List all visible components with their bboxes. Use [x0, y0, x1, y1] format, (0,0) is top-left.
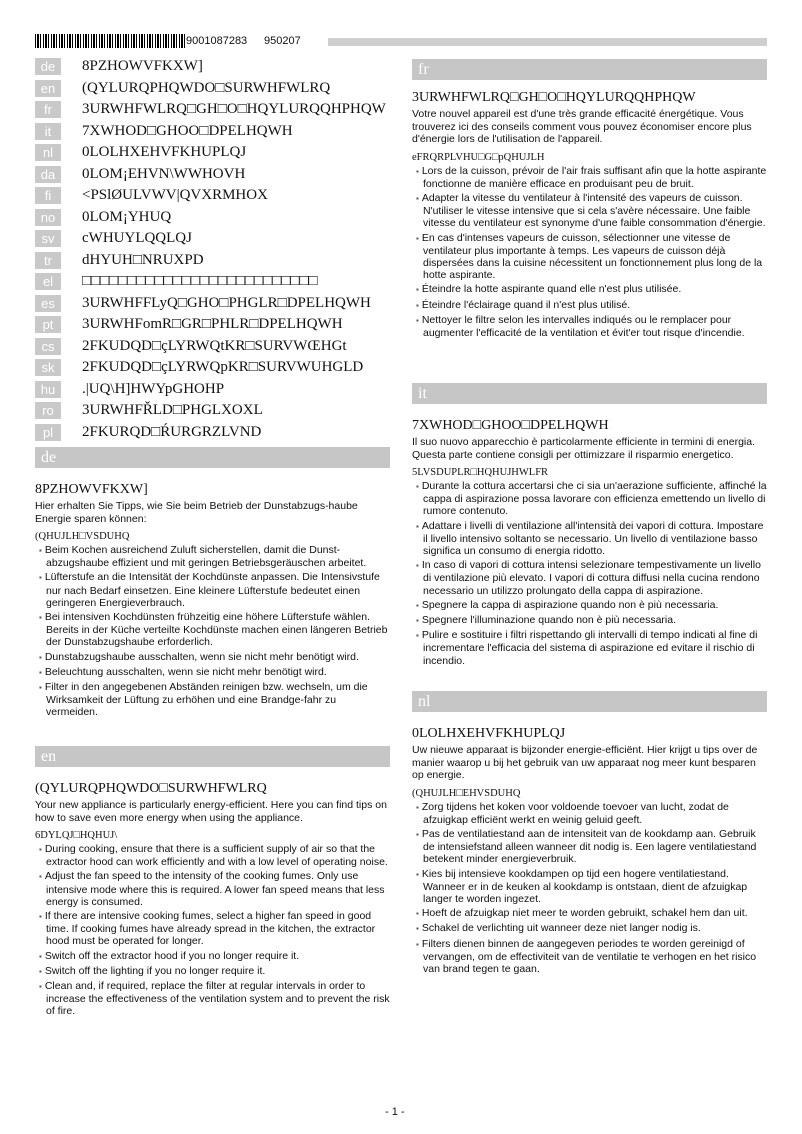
language-index-item[interactable]: [35, 164, 435, 186]
section-intro: Votre nouvel appareil est d'une très grande efficacité énergétique. Vous trouverez ici des conseils comment vous pouvez économiser encore plus d'énergie lors de l'utilisation de l'appareil.: [412, 108, 752, 145]
section-bar-de: de: [35, 447, 390, 468]
tips-list: [35, 544, 390, 719]
tip-item: ▪ Switch off the lighting if you no longer require it.: [35, 965, 390, 978]
language-index-item[interactable]: [35, 121, 435, 143]
tip-item: ▪ Clean and, if required, replace the filter at regular intervals in order to increase the effectiveness of the ventilation system and to prevent the risk of fire.: [35, 980, 390, 1018]
language-index-item[interactable]: [35, 357, 435, 379]
language-index-item[interactable]: [35, 336, 435, 358]
tips-list: [412, 480, 767, 667]
language-badge: da: [35, 166, 61, 183]
section-intro: Your new appliance is particularly energy-efficient. Here you can find tips on how to save even more energy when using the appliance.: [35, 799, 387, 824]
language-index-item[interactable]: [35, 271, 435, 293]
language-title: .|UQ\H]HWYpGHOHP: [82, 380, 225, 397]
language-index-item[interactable]: [35, 400, 435, 422]
barcode-number: 9001087283: [186, 35, 248, 47]
language-badge: sv: [35, 230, 61, 247]
tip-item: ▪ Éteindre la hotte aspirante quand elle n'est plus utilisée.: [412, 283, 767, 296]
language-index-item[interactable]: [35, 379, 435, 401]
section-intro: Uw nieuwe apparaat is bijzonder energie-efficiënt. Hier krijgt u tips over de manier waarop u bij het gebruik van uw apparaat nog meer kunt besparen op energie.: [412, 744, 758, 781]
language-title: 7XWHOD□GHOO□DPELHQWH: [82, 122, 293, 139]
section-subheading: 6DYLQJ□HQHUJ\: [35, 830, 118, 841]
language-title: dHYUH□NRUXPD: [82, 251, 204, 268]
language-badge: pl: [35, 424, 61, 441]
page-number: - 1 -: [385, 1106, 405, 1118]
language-index: [35, 56, 435, 443]
language-badge: it: [35, 123, 61, 140]
language-badge: tr: [35, 252, 61, 269]
tips-list: [35, 843, 390, 1018]
language-index-item[interactable]: [35, 185, 435, 207]
language-index-item[interactable]: [35, 422, 435, 444]
tip-item: ▪ Bei intensiven Kochdünsten frühzeitig eine höhere Lüfterstufe wählen. Bereits in der Küche verteilte Kochdünste machen einen längeren Betrieb der Dunstabzugshaube erforderlich.: [35, 611, 390, 649]
section-intro: Il suo nuovo apparecchio è particolarmente efficiente in termini di energia. Questa parte contiene consigli per ottimizzare il risparmio energetico.: [412, 436, 756, 461]
language-badge: pt: [35, 316, 61, 333]
language-title: 0LOLHXEHVFKHUPLQJ: [82, 144, 247, 161]
language-title: <PSlØULVWV|QVXRMHOX: [82, 187, 268, 204]
language-title: 2FKUDQD□çLYRWQtKR□SURVWŒHGt: [82, 337, 347, 354]
language-title: 0LOM¡EHVN\WWHOVH: [82, 165, 246, 182]
language-badge: es: [35, 295, 61, 312]
language-title: cWHUYLQQLQJ: [82, 230, 192, 247]
tip-item: ▪ Lors de la cuisson, prévoir de l'air frais suffisant afin que la hotte aspirante fonctionne de manière efficace en produisant peu de bruit.: [412, 165, 767, 190]
section-heading: (QYLURQPHQWDO□SURWHFWLRQ: [35, 781, 267, 796]
tip-item: ▪ Filters dienen binnen de aangegeven periodes te worden gereinigd of vervangen, om de effectiviteit van de ventilatie te verhogen en het risico van brand tegen te gaan.: [412, 938, 767, 976]
tip-item: ▪ Spegnere la cappa di aspirazione quando non è più necessaria.: [412, 599, 767, 612]
language-badge: en: [35, 80, 61, 97]
language-index-item[interactable]: [35, 293, 435, 315]
language-index-item[interactable]: [35, 250, 435, 272]
tip-item: ▪ Beim Kochen ausreichend Zuluft sicherstellen, damit die Dunst-abzugshaube effizient und mit geringen Betriebsgeräuschen arbeitet.: [35, 544, 390, 569]
barcode: [35, 34, 185, 48]
language-title: (QYLURQPHQWDO□SURWHFWLRQ: [82, 79, 331, 96]
language-title: □□□□□□□□□□□□□□□□□□□□□□□□□□: [82, 273, 318, 290]
language-title: 2FKURQD□ŔURGRZLVND: [82, 423, 262, 440]
language-badge: cs: [35, 338, 61, 355]
tip-item: ▪ Adjust the fan speed to the intensity of the cooking fumes. Only use intensive mode where this is required. A lower fan speed means that less energy is consumed.: [35, 870, 390, 908]
tip-item: ▪ Lüfterstufe an die Intensität der Kochdünste anpassen. Die Intensivstufe nur nach Bedarf einsetzen. Eine kleinere Lüfterstufe bedeutet einen geringeren Energieverbrauch.: [35, 571, 390, 609]
tip-item: ▪ During cooking, ensure that there is a sufficient supply of air so that the extractor hood can work efficiently and with a low level of operating noise.: [35, 843, 390, 868]
section-subheading: 5LVSDUPLR□HQHUJHWLFR: [412, 467, 549, 478]
tip-item: ▪ In caso di vapori di cottura intensi selezionare tempestivamente un livello di ventilazione più elevato. I vapori di cottura diffusi nella cucina rendono necessario un utilizzo prolungato della cappa di aspirazione.: [412, 559, 767, 597]
section-heading: 8PZHOWVFKXW]: [35, 482, 148, 497]
language-index-item[interactable]: [35, 56, 435, 78]
section-intro: Hier erhalten Sie Tipps, wie Sie beim Betrieb der Dunstabzugs-haube Energie sparen können:: [35, 500, 358, 525]
tips-list: [412, 801, 767, 976]
language-index-item[interactable]: [35, 99, 435, 121]
language-title: 3URWHFWLRQ□GH□O□HQYLURQQHPHQW: [82, 101, 386, 118]
tip-item: ▪ En cas d'intenses vapeurs de cuisson, sélectionner une vitesse de ventilateur plus importante à temps. Les vapeurs de cuisson déjà dispersées dans la cuisine nécessitent un fonctionnement plus long de la hotte aspirante.: [412, 232, 767, 282]
section-en: [35, 746, 390, 1020]
tip-item: ▪ Éteindre l'éclairage quand il n'est plus utilisé.: [412, 299, 767, 312]
tip-item: ▪ Adapter la vitesse du ventilateur à l'intensité des vapeurs de cuisson. N'utiliser le vitesse intensive que si cela s'avère nécessaire. Une faible vitesse du ventilateur est synonyme d'une faible consommation d'énergie.: [412, 192, 767, 230]
tip-item: ▪ Pas de ventilatiestand aan de intensiteit van de kookdamp aan. Gebruik de intensiefstand alleen wanneer dit nodig is. Een lagere ventilatiestand betekent minder energieverbruik.: [412, 828, 767, 866]
section-heading: 3URWHFWLRQ□GH□O□HQYLURQQHPHQW: [412, 90, 696, 105]
tip-item: ▪ Hoeft de afzuigkap niet meer te worden gebruikt, schakel hem dan uit.: [412, 907, 767, 920]
language-badge: ro: [35, 402, 61, 419]
language-title: 8PZHOWVFKXW]: [82, 58, 203, 75]
language-badge: el: [35, 273, 61, 290]
tip-item: ▪ Dunstabzugshaube ausschalten, wenn sie nicht mehr benötigt wird.: [35, 651, 390, 664]
header-rule: [328, 38, 767, 46]
tip-item: ▪ Zorg tijdens het koken voor voldoende toevoer van lucht, zodat de afzuigkap efficiënt werkt en weinig geluid geeft.: [412, 801, 767, 826]
section-fr: [412, 59, 767, 341]
language-index-item[interactable]: [35, 228, 435, 250]
section-bar-nl: nl: [412, 691, 767, 712]
language-badge: no: [35, 209, 61, 226]
tip-item: ▪ Kies bij intensieve kookdampen op tijd een hogere ventilatiestand. Wanneer er in de keuken al kookdamp is ontstaan, dient de afzuigkap langer te worden ingezet.: [412, 868, 767, 906]
tip-item: ▪ Durante la cottura accertarsi che ci sia un'aerazione sufficiente, affinché la cappa di aspirazione possa lavorare con efficienza emettendo un livello di rumore contenuto.: [412, 480, 767, 518]
language-badge: fi: [35, 187, 61, 204]
language-index-item[interactable]: [35, 78, 435, 100]
language-title: 3URWHFFLyQ□GHO□PHGLR□DPELHQWH: [82, 294, 371, 311]
language-index-item[interactable]: [35, 314, 435, 336]
tip-item: ▪ Schakel de verlichting uit wanneer deze niet langer nodig is.: [412, 922, 767, 935]
language-badge: sk: [35, 359, 61, 376]
section-bar-fr: fr: [412, 59, 767, 80]
section-subheading: eFRQRPLVHU□G□pQHUJLH: [412, 151, 545, 163]
language-index-item[interactable]: [35, 142, 435, 164]
section-heading: 0LOLHXEHVFKHUPLQJ: [412, 726, 566, 741]
section-heading: 7XWHOD□GHOO□DPELHQWH: [412, 418, 609, 433]
tip-item: ▪ Adattare i livelli di ventilazione all'intensità dei vapori di cottura. Impostare il livello intensivo soltanto se necessario. Un livello di ventilazione basso significa un consumo di energia ridotto.: [412, 520, 767, 558]
section-bar-it: it: [412, 383, 767, 404]
tip-item: ▪ Filter in den angegebenen Abständen reinigen bzw. wechseln, um die Wirksamkeit der Lüftung zu erhöhen und eine Brandge-fahr zu vermeiden.: [35, 681, 390, 719]
language-badge: hu: [35, 381, 61, 398]
section-subheading: (QHUJLH□EHVSDUHQ: [412, 787, 521, 799]
tips-list: [412, 165, 767, 340]
language-index-item[interactable]: [35, 207, 435, 229]
section-it: [412, 383, 767, 669]
document-code: 950207: [264, 35, 301, 47]
section-nl: [412, 691, 767, 977]
tip-item: ▪ Spegnere l'illuminazione quando non è più necessaria.: [412, 614, 767, 627]
language-title: 0LOM¡YHUQ: [82, 208, 172, 225]
tip-item: ▪ Nettoyer le filtre selon les intervalles indiqués ou le remplacer pour augmenter l'efficacité de la ventilation et évit'er tout risque d'incendie.: [412, 314, 767, 339]
section-bar-en: en: [35, 746, 390, 767]
tip-item: ▪ Pulire e sostituire i filtri rispettando gli intervalli di tempo indicati al fine di incrementare l'efficacia del sistema di aspirazione ed evitare il rischio di incendio.: [412, 629, 767, 667]
language-title: 3URWHFomR□GR□PHLR□DPELHQWH: [82, 316, 343, 333]
language-badge: nl: [35, 144, 61, 161]
tip-item: ▪ Beleuchtung ausschalten, wenn sie nicht mehr benötigt wird.: [35, 666, 390, 679]
section-de: [35, 447, 390, 721]
tip-item: ▪ Switch off the extractor hood if you no longer require it.: [35, 950, 390, 963]
language-title: 3URWHFŘLD□PHGLXOXL: [82, 402, 263, 419]
tip-item: ▪ If there are intensive cooking fumes, select a higher fan speed in good time. If cooking fumes have already spread in the kitchen, the extractor hood must be operated for longer.: [35, 910, 390, 948]
language-badge: fr: [35, 101, 61, 118]
section-subheading: (QHUJLH□VSDUHQ: [35, 531, 130, 542]
language-title: 2FKUDQD□çLYRWQpKR□SURVWUHGLD: [82, 359, 364, 376]
language-badge: de: [35, 58, 61, 75]
